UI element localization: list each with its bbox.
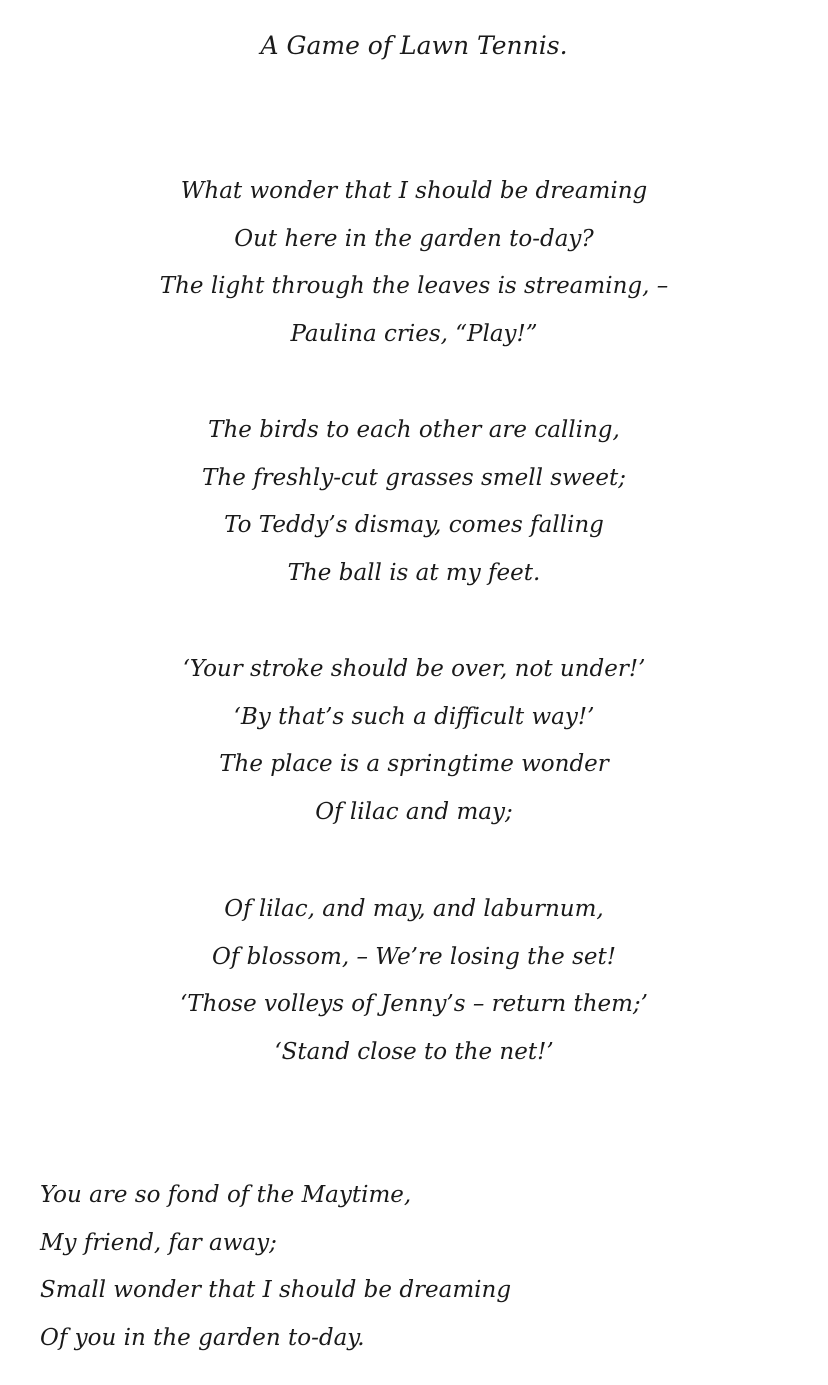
poem-line: Of you in the garden to-day. — [40, 1325, 365, 1352]
stanza-1 — [0, 168, 828, 359]
poem-line: You are so fond of the Maytime, — [40, 1182, 412, 1208]
poem-line: The freshly-cut grasses smell sweet; — [202, 464, 626, 491]
poem-line: ‘By that’s such a difficult way!’ — [233, 703, 595, 730]
poem-line: ‘Your stroke should be over, not under!’ — [182, 656, 646, 682]
poem-line: ‘Stand close to the net!’ — [274, 1039, 554, 1066]
poem-line: To Teddy’s dismay, comes falling — [224, 512, 604, 539]
poem-line: Paulina cries, “Play!” — [290, 321, 538, 348]
poem-line: The light through the leaves is streaming, – — [159, 273, 669, 300]
poem-line: My friend, far away; — [40, 1229, 277, 1256]
poem-line: Small wonder that I should be dreaming — [40, 1277, 512, 1304]
poem-line: What wonder that I should be dreaming — [180, 178, 648, 204]
poem-line: ‘Those volleys of Jenny’s – return them;’ — [180, 991, 648, 1018]
poem-line: Of lilac and may; — [315, 799, 513, 826]
final-stanza — [40, 1172, 800, 1363]
poem-line: Of blossom, – We’re losing the set! — [212, 943, 616, 970]
poem-line: Of lilac, and may, and laburnum, — [224, 896, 604, 922]
stanza-4 — [0, 886, 828, 1077]
poem-line: The ball is at my feet. — [287, 560, 541, 587]
poem-title: A Game of Lawn Tennis. — [260, 31, 568, 60]
poem-line: The place is a springtime wonder — [219, 751, 609, 778]
stanza-2 — [0, 407, 828, 598]
poem-line: The birds to each other are calling, — [208, 417, 620, 443]
poem-line: Out here in the garden to-day? — [234, 225, 594, 252]
stanza-3 — [0, 646, 828, 837]
